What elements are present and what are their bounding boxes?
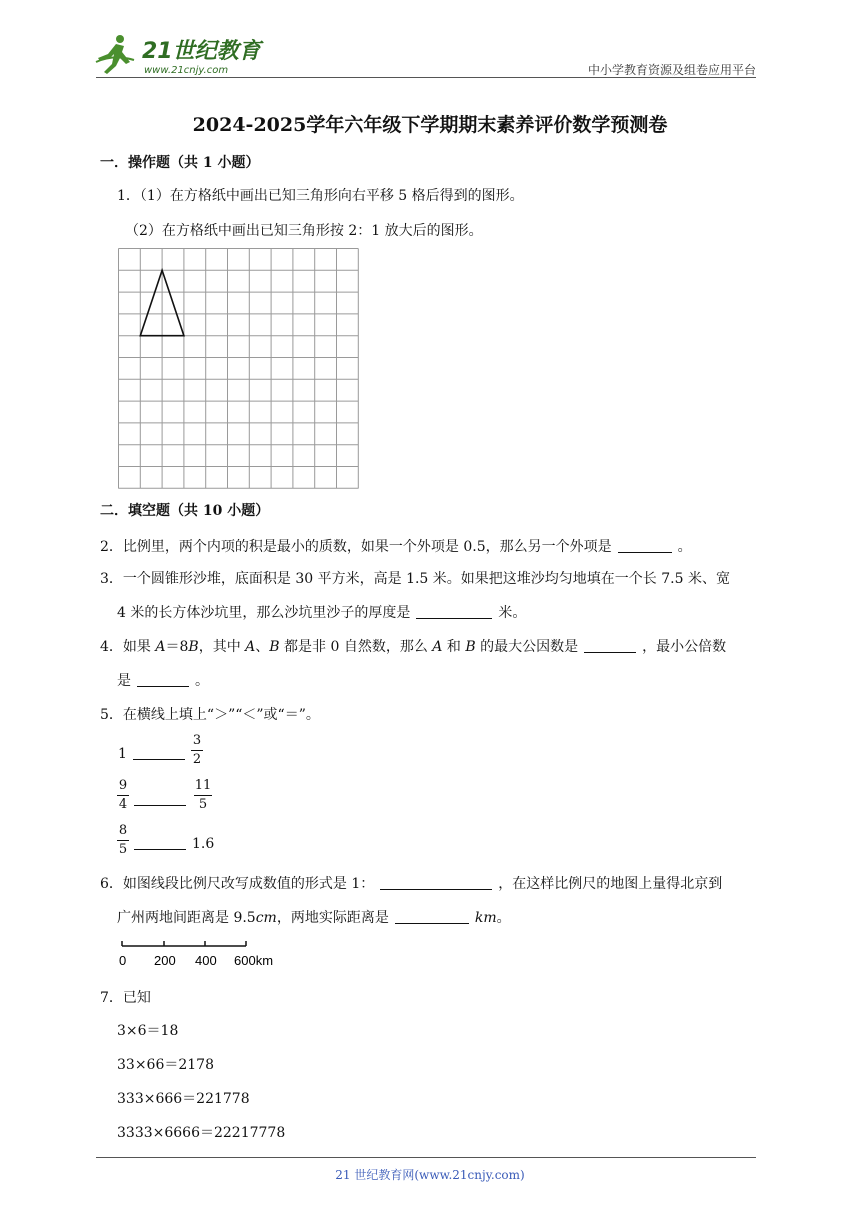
question-6-line1: 6．如图线段比例尺改写成数值的形式是 1： ，在这样比例尺的地图上量得北京到 <box>100 876 723 892</box>
platform-name: 中小学教育资源及组卷应用平台 <box>587 63 756 77</box>
answer-blank[interactable] <box>380 877 492 890</box>
question-6-line2: 广州两地间距离是 9.5cm，两地实际距离是 km。 <box>117 910 511 926</box>
compare-row-3: 1.6 <box>128 836 214 852</box>
answer-blank[interactable] <box>134 793 186 806</box>
answer-blank[interactable] <box>134 837 186 850</box>
question-2: 2．比例里，两个内项的积是最小的质数，如果一个外项是 0.5，那么另一个外项是 。 <box>100 539 692 555</box>
compare-row-2 <box>128 792 192 808</box>
q1-part2: （2）在方格纸中画出已知三角形按 2：1 放大后的图形。 <box>125 223 483 239</box>
logo-url: www.21cnjy.com <box>144 65 229 76</box>
footer-rule <box>96 1157 756 1158</box>
compare-row-1: 1 <box>118 746 191 762</box>
fraction: 3 2 <box>192 733 202 767</box>
equation: 3×6＝18 <box>117 1023 179 1039</box>
scale-tick-label: 400 <box>195 953 217 968</box>
question-4-line2: 是 。 <box>117 673 209 689</box>
fraction: 8 5 <box>118 823 128 857</box>
fraction: 11 5 <box>194 778 212 812</box>
q1-part1: 1．（1）在方格纸中画出已知三角形向右平移 5 格后得到的图形。 <box>117 188 524 204</box>
equation: 33×66＝2178 <box>117 1057 214 1073</box>
question-7: 7．已知 <box>100 990 151 1006</box>
grid-paper <box>118 248 360 494</box>
fraction: 9 4 <box>118 778 128 812</box>
answer-blank[interactable] <box>395 911 469 924</box>
runner-icon <box>96 35 134 74</box>
equation: 333×666＝221778 <box>117 1091 250 1107</box>
answer-blank[interactable] <box>584 640 636 653</box>
answer-blank[interactable] <box>618 540 672 553</box>
section-fill-in: 二．填空题（共 10 小题） <box>100 503 270 519</box>
header-rule <box>96 77 756 78</box>
question-4-line1: 4．如果 A＝8B，其中 A、B 都是非 0 自然数，那么 A 和 B 的最大公因数是 ，最小公倍数 <box>100 639 727 655</box>
answer-blank[interactable] <box>137 674 189 687</box>
question-3-line2: 4 米的长方体沙坑里，那么沙坑里沙子的厚度是 米。 <box>117 605 527 621</box>
answer-blank[interactable] <box>133 747 185 760</box>
footer-link[interactable]: 21 世纪教育网(www.21cnjy.com) <box>335 1168 525 1182</box>
scale-tick-label: 200 <box>154 953 176 968</box>
section-operations: 一．操作题（共 1 小题） <box>100 155 260 171</box>
answer-blank[interactable] <box>416 606 492 619</box>
question-3-line1: 3．一个圆锥形沙堆，底面积是 30 平方米，高是 1.5 米。如果把这堆沙均匀地填在一个长 7.5 米、宽 <box>100 571 730 587</box>
site-logo <box>94 32 264 80</box>
logo-text: 21世纪教育 <box>142 39 261 64</box>
page-title: 2024-2025学年六年级下学期期末素养评价数学预测卷 <box>192 114 668 136</box>
scale-tick-label: 600km <box>234 953 274 968</box>
question-5: 5．在横线上填上“＞”“＜”或“＝”。 <box>100 707 320 723</box>
scale-bar <box>118 938 288 976</box>
scale-tick-label: 0 <box>119 953 127 968</box>
equation: 3333×6666＝22217778 <box>117 1125 286 1141</box>
